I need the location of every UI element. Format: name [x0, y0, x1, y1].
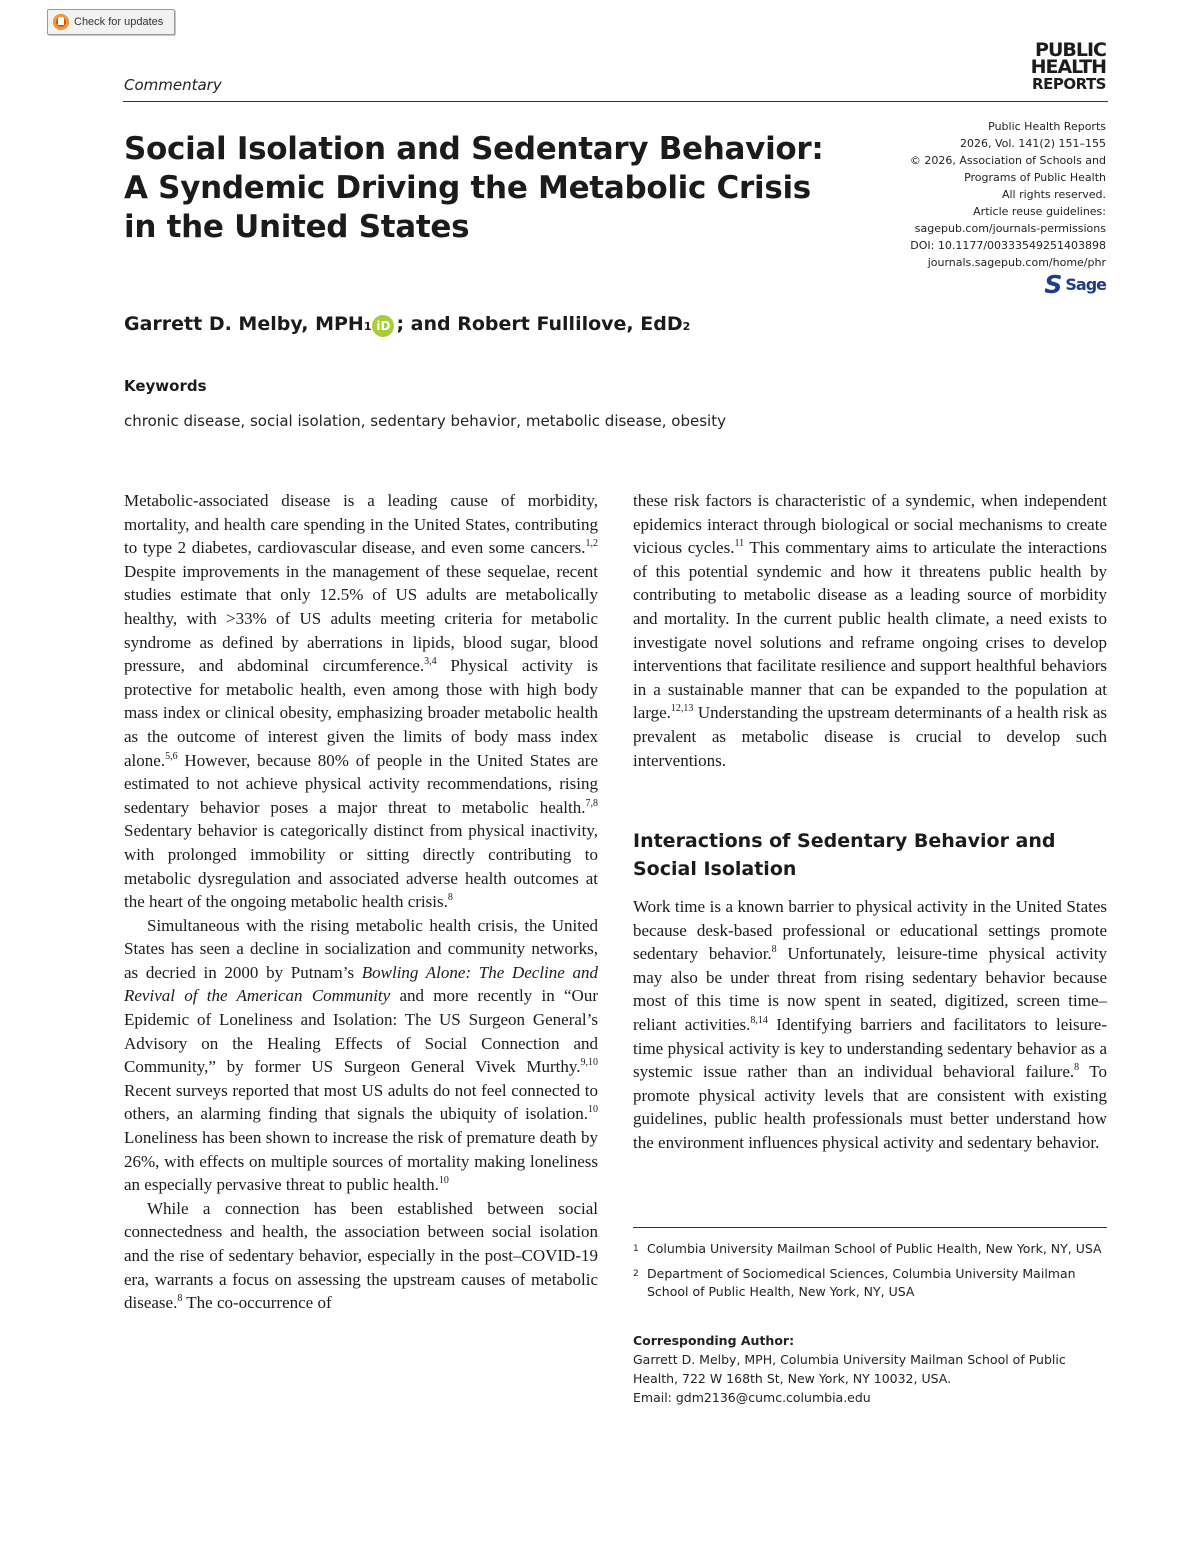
- paragraph: Simultaneous with the rising metabolic health crisis, the United States has seen a decline in socialization and community networks, as decried in 2000 by Putnam’s Bowling Alone: The Decline and Revival of the American Community and more recently in “Our Epidemic of Loneliness and Isolation: The US Surgeon General’s Advisory on the Healing Effects of Social Connection and Community,” by former US Surgeon General Vivek Murthy.$^{9,10}$ Recent surveys reported that most US adults do not feel connected to others, an alarming finding that signals the ubiquity of isolation.$^{10}$ Loneliness has been shown to increase the risk of premature death by 26%, with effects on multiple sources of mortality making loneliness an especially pervasive threat to public health.$^{10}$: [124, 915, 598, 1195]
- paragraph: these risk factors is characteristic of a syndemic, when independent epidemics interact through biological or social mechanisms to create vicious cycles.$^{11}$ This commentary aims to articulate the interactions of this potential syndemic and how it threatens public health by contributing to metabolic disease as a leading source of morbidity and mortality. In the current public health climate, a need exists to investigate novel solutions and reframe ongoing crises to develop interventions that facilitate resilience and support healthful behaviors in a sustainable manner that can be expanded to the population at large.$^{12,13}$ Understanding the upstream determinants of a health risk as prevalent as metabolic disease is crucial to develop such interventions.: [633, 491, 1107, 770]
- sage-s-icon: S: [1044, 270, 1063, 299]
- citation-ref[interactable]: 8: [447, 892, 453, 904]
- citation-ref[interactable]: 5,6: [165, 750, 178, 762]
- meta-journal-link[interactable]: journals.sagepub.com/home/phr: [927, 256, 1106, 269]
- author-line: [124, 313, 690, 337]
- journal-meta: [876, 118, 1106, 271]
- orcid-icon[interactable]: iD: [372, 315, 394, 337]
- body-column-right: [633, 489, 1107, 772]
- meta-doi[interactable]: DOI: 10.1177/00333549251403898: [910, 239, 1106, 252]
- citation-ref[interactable]: 11: [734, 538, 745, 550]
- section-heading: Interactions of Sedentary Behavior and Social Isolation: [633, 830, 1056, 880]
- keywords-list: chronic disease, social isolation, sedentary behavior, metabolic disease, obesity: [124, 412, 726, 430]
- logo-line-3: REPORTS: [1032, 75, 1106, 93]
- paragraph: While a connection has been established between social connectedness and health, the association between social isolation and the rise of sedentary behavior, especially in the post–COVID-19 era, warrants a focus on assessing the upstream causes of metabolic disease.$^8$ The co-occurrence of: [124, 1198, 598, 1313]
- article-type-label: Commentary: [124, 76, 222, 94]
- citation-ref[interactable]: 3,4: [424, 656, 437, 668]
- citation-ref[interactable]: 1,2: [585, 538, 598, 550]
- publisher-logo: [1044, 270, 1106, 299]
- citation-ref[interactable]: 7,8: [585, 797, 598, 809]
- affiliation-number: 1: [633, 1244, 639, 1254]
- meta-reuse: Article reuse guidelines:: [973, 205, 1106, 218]
- author-1-affiliation: 1: [363, 320, 372, 333]
- citation-ref[interactable]: 12,13: [670, 703, 694, 715]
- citation-ref[interactable]: 8: [177, 1293, 183, 1305]
- journal-logo: [1030, 39, 1106, 93]
- corresponding-author: [633, 1331, 1107, 1407]
- body-column-left: [124, 489, 598, 1315]
- meta-journal: Public Health Reports: [988, 120, 1106, 133]
- logo-line-2: HEALTH: [1030, 56, 1106, 78]
- logo-line-1: PUBLIC: [1035, 39, 1106, 61]
- paragraph: Work time is a known barrier to physical activity in the United States because desk-based professional or educational settings promote sedentary behavior.$^8$ Unfortunately, leisure-time physical activity may also be under threat from rising sedentary behavior because most of this time is now spent in seated, digitized, screen time–reliant activities.$^{8,14}$ Identifying barriers and facilitators to leisure-time physical activity is key to understanding sedentary behavior as a systemic issue rather than an individual behavioral failure.$^8$ To promote physical activity levels that are consistent with existing guidelines, public health professionals must better understand how the environment influences physical activity and sedentary behavior.: [633, 897, 1107, 1152]
- citation-ref[interactable]: 10: [438, 1175, 449, 1187]
- affiliation-1: [633, 1240, 1107, 1258]
- author-separator: ; and: [396, 313, 458, 335]
- footnote-divider: [633, 1227, 1107, 1228]
- affiliations: [633, 1240, 1107, 1308]
- paragraph: Metabolic-associated disease is a leading cause of morbidity, mortality, and health care spending in the United States, contributing to type 2 diabetes, cardiovascular disease, and even some cancers.$^{1,2}$ Despite improvements in the management of these sequelae, recent studies estimate that only 12.5% of US adults are metabolically healthy, with >33% of US adults meeting criteria for metabolic syndrome as defined by aberrations in lipids, blood sugar, blood pressure, and abdominal circumference.$^{3,4}$ Physical activity is protective for metabolic health, even among those with high body mass index or clinical obesity, emphasizing broader metabolic health as the outcome of interest given the limits of body mass index alone.$^{5,6}$ However, because 80% of people in the United States are estimated to not achieve physical activity recommendations, rising sedentary behavior poses a major threat to metabolic health.$^{7,8}$ Sedentary behavior is categorically distinct from physical inactivity, with prolonged immobility or sitting directly contributing to metabolic dysregulation and associated adverse health outcomes at the heart of the ongoing metabolic health crisis.$^8$: [124, 491, 598, 912]
- check-for-updates-badge[interactable]: [47, 9, 175, 35]
- crossmark-icon: [53, 14, 69, 30]
- italic-title: Bowling Alone: The Decline and Revival of the American Community: [124, 962, 598, 1006]
- affiliation-text: Department of Sociomedical Sciences, Columbia University Mailman School of Public Health, New York, NY, USA: [647, 1266, 1076, 1299]
- citation-ref[interactable]: 8: [1074, 1062, 1080, 1074]
- sage-wordmark: Sage: [1065, 275, 1106, 294]
- corresponding-address: Garrett D. Melby, MPH, Columbia University Mailman School of Public Health, 722 W 168th St, New York, NY 10032, USA.: [633, 1352, 1066, 1386]
- author-2: Robert Fullilove, EdD: [457, 313, 683, 335]
- body-column-right-section: [633, 895, 1107, 1155]
- meta-rights: All rights reserved.: [1001, 188, 1106, 201]
- keywords-heading: Keywords: [124, 377, 207, 395]
- affiliation-number: 2: [633, 1269, 639, 1279]
- meta-copyright-cont: Programs of Public Health: [964, 171, 1106, 184]
- article-title: Social Isolation and Sedentary Behavior: A Syndemic Driving the Metabolic Crisis in the United States: [124, 131, 824, 245]
- corresponding-heading: Corresponding Author:: [633, 1333, 795, 1348]
- citation-ref[interactable]: 10: [588, 1104, 598, 1116]
- meta-permissions-link[interactable]: sagepub.com/journals-permissions: [914, 222, 1106, 235]
- corresponding-email[interactable]: Email: gdm2136@cumc.columbia.edu: [633, 1390, 871, 1405]
- author-2-affiliation: 2: [682, 320, 691, 333]
- check-for-updates-label: Check for updates: [74, 16, 164, 28]
- affiliation-2: [633, 1265, 1107, 1301]
- author-1: Garrett D. Melby, MPH: [124, 313, 364, 335]
- meta-copyright: © 2026, Association of Schools and: [909, 154, 1106, 167]
- meta-volume: 2026, Vol. 141(2) 151–155: [959, 137, 1106, 150]
- citation-ref[interactable]: 9,10: [580, 1057, 598, 1069]
- citation-ref[interactable]: 8: [771, 944, 777, 956]
- header-divider: [123, 101, 1108, 102]
- affiliation-text: Columbia University Mailman School of Public Health, New York, NY, USA: [647, 1241, 1102, 1256]
- citation-ref[interactable]: 8,14: [750, 1014, 768, 1026]
